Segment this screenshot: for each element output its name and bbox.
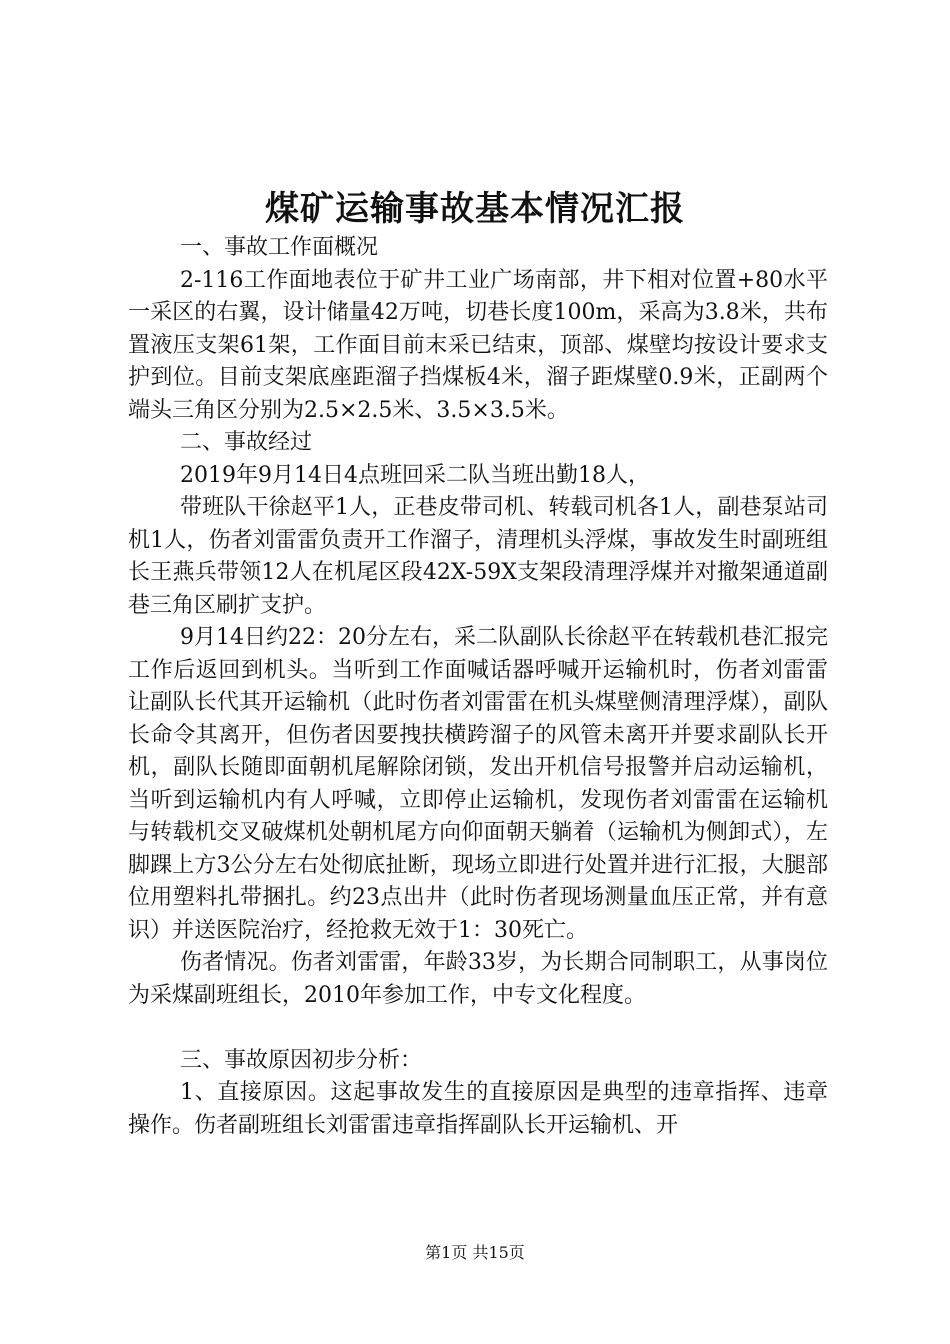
blank-line <box>128 1012 828 1045</box>
document-body <box>128 232 828 1142</box>
paragraph-victim-info: 伤者情况。伤者刘雷雷，年龄33岁，为长期合同制职工，从事岗位为采煤副班组长，2010年参加工作，中专文化程度。 <box>128 950 828 1008</box>
paragraph-staffing: 带班队干徐赵平1人，正巷皮带司机、转载司机各1人，副巷泵站司机1人，伤者刘雷雷负责开工作溜子，清理机头浮煤，事故发生时副班组长王燕兵带领12人在机尾区段42X-59X支架段清理浮煤并对撤架通道副巷三角区刷扩支护。 <box>128 495 828 618</box>
document-title: 煤矿运输事故基本情况汇报 <box>265 189 685 229</box>
paragraph-attendance: 2019年9月14日4点班回采二队当班出勤18人， <box>180 462 650 488</box>
page-number-footer: 第1页 共15页 <box>425 1243 525 1262</box>
paragraph-workface-overview: 2-116工作面地表位于矿井工业广场南部，井下相对位置+80水平一采区的右翼，设计储量42万吨，切巷长度100m，采高为3.8米，共布置液压支架61架，工作面目前末采已结束，顶部、煤壁均按设计要求支护到位。目前支架底座距溜子挡煤板4米，溜子距煤壁0.9米，正副两个端头三角区分别为2.5×2.5米、3.5×3.5米。 <box>128 267 828 423</box>
section-heading-3: 三、事故原因初步分析： <box>180 1047 423 1073</box>
section-heading-2: 二、事故经过 <box>180 430 313 455</box>
paragraph-accident-process: 9月14日约22：20分左右，采二队副队长徐赵平在转载机巷汇报完工作后返回到机头。当听到工作面喊话器呼喊开运输机时，伤者刘雷雷让副队长代其开运输机（此时伤者刘雷雷在机头煤壁侧清理浮煤），副队长命令其离开，但伤者因要拽扶横跨溜子的风管未离开并要求副队长开机，副队长随即面朝机尾解除闭锁，发出开机信号报警并启动运输机，当听到运输机内有人呼喊，立即停止运输机，发现伤者刘雷雷在运输机与转载机交叉破煤机处朝机尾方向仰面朝天躺着（运输机为侧卸式），左脚踝上方3公分左右处彻底扯断，现场立即进行处置并进行汇报，大腿部位用塑料扎带捆扎。约23点出井（此时伤者现场测量血压正常，并有意识）并送医院治疗，经抢救无效于1：30死亡。 <box>128 625 828 943</box>
section-heading-1: 一、事故工作面概况 <box>180 235 379 260</box>
paragraph-direct-cause: 1、直接原因。这起事故发生的直接原因是典型的违章指挥、违章操作。伤者副班组长刘雷雷违章指挥副队长开运输机、开 <box>128 1080 828 1138</box>
